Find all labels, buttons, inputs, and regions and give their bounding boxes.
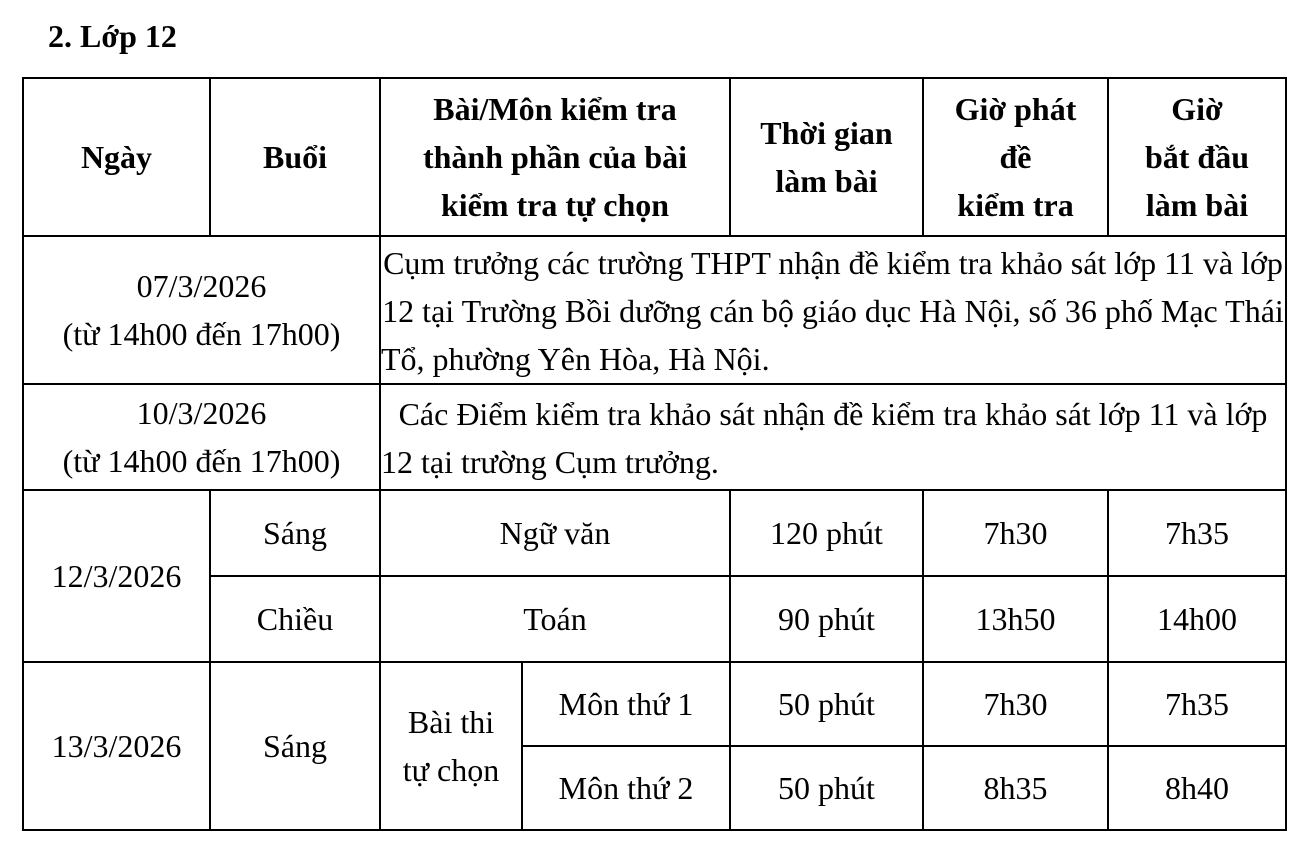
release-time-cell: 8h35 <box>923 746 1108 830</box>
note-text: Cụm trưởng các trường THPT nhận đề kiểm tra khảo sát lớp 11 và lớp 12 tại Trường Bồi dưỡng cán bộ giáo dục Hà Nội, số 36 phố Mạc Thái Tổ, phường Yên Hòa, Hà Nội. <box>381 245 1284 377</box>
duration-cell: 50 phút <box>730 746 923 830</box>
header-subject-line: Bài/Môn kiểm tra <box>433 91 677 127</box>
date-cell: 12/3/2026 <box>23 490 210 662</box>
start-time-cell: 14h00 <box>1108 576 1286 662</box>
table-row <box>23 662 1286 746</box>
release-time-cell: 7h30 <box>923 662 1108 746</box>
session-cell: Chiều <box>210 576 380 662</box>
header-start-line: Giờ <box>1171 91 1223 127</box>
header-subject-line: kiểm tra tự chọn <box>440 187 670 223</box>
table-row <box>23 236 1286 384</box>
note-date: 07/3/2026 <box>136 268 267 304</box>
header-release-time <box>923 78 1108 236</box>
session-cell: Sáng <box>210 662 380 830</box>
header-start-time <box>1108 78 1286 236</box>
subject-cell: Môn thứ 2 <box>522 746 730 830</box>
release-time-cell: 13h50 <box>923 576 1108 662</box>
subject-cell: Toán <box>380 576 730 662</box>
header-release-line: Giờ phát <box>954 91 1077 127</box>
note-text: Các Điểm kiểm tra khảo sát nhận đề kiểm tra khảo sát lớp 11 và lớp 12 tại trường Cụm trưởng. <box>381 396 1268 480</box>
header-release-line: kiểm tra <box>957 187 1074 223</box>
note-date-cell <box>23 384 380 490</box>
elective-group-label: tự chọn <box>402 752 500 788</box>
start-time-cell: 8h40 <box>1108 746 1286 830</box>
subject-cell: Ngữ văn <box>380 490 730 576</box>
release-time-cell: 7h30 <box>923 490 1108 576</box>
header-subject-line: thành phần của bài <box>422 139 688 175</box>
note-time-range: (từ 14h00 đến 17h00) <box>62 443 341 479</box>
header-start-line: làm bài <box>1145 187 1249 223</box>
note-text-cell <box>380 384 1286 490</box>
note-time-range: (từ 14h00 đến 17h00) <box>62 316 341 352</box>
duration-cell: 90 phút <box>730 576 923 662</box>
exam-schedule-table <box>22 77 1287 831</box>
table-row <box>23 490 1286 576</box>
subject-cell: Môn thứ 1 <box>522 662 730 746</box>
duration-cell: 120 phút <box>730 490 923 576</box>
section-heading: 2. Lớp 12 <box>48 18 177 54</box>
note-date-cell <box>23 236 380 384</box>
start-time-cell: 7h35 <box>1108 662 1286 746</box>
date-cell: 13/3/2026 <box>23 662 210 830</box>
elective-group-cell <box>380 662 522 830</box>
start-time-cell: 7h35 <box>1108 490 1286 576</box>
header-session: Buổi <box>210 78 380 236</box>
header-start-line: bắt đầu <box>1144 139 1250 175</box>
header-subject <box>380 78 730 236</box>
duration-cell: 50 phút <box>730 662 923 746</box>
header-duration-line: Thời gian <box>760 115 893 151</box>
note-text-cell <box>380 236 1286 384</box>
elective-group-label: Bài thi <box>407 704 495 740</box>
header-release-line: đề <box>999 139 1032 175</box>
header-row <box>23 78 1286 236</box>
header-day: Ngày <box>23 78 210 236</box>
table-row <box>23 384 1286 490</box>
note-date: 10/3/2026 <box>136 395 267 431</box>
session-cell: Sáng <box>210 490 380 576</box>
table-row <box>23 576 1286 662</box>
header-duration-line: làm bài <box>775 163 878 199</box>
header-duration <box>730 78 923 236</box>
